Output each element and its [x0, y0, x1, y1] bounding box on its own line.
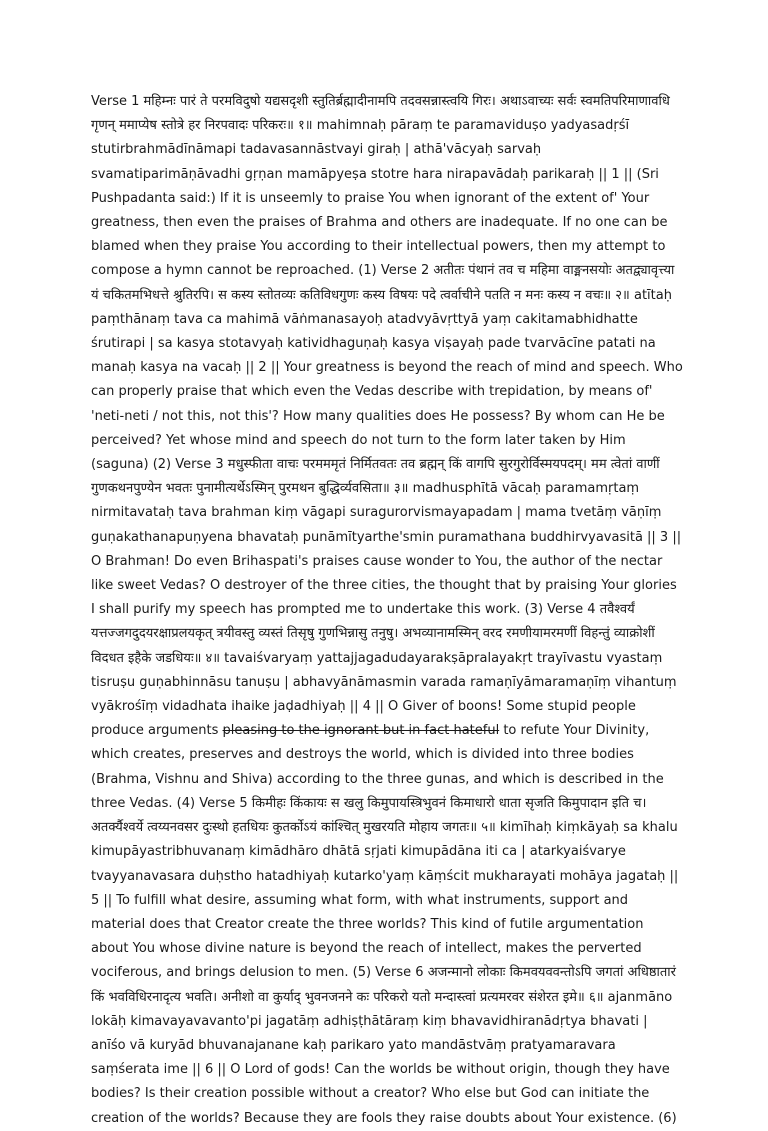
verse-text-body	[91, 90, 683, 1131]
struck-through-text: pleasing to the ignorant but in fact hateful	[222, 723, 500, 739]
verse-text-part-2: to refute Your Divinity, which creates, preserves and destroys the world, which is divided into three bodies (Brahma, Vishnu and Shiva) according to the three gunas, and which is described in the three Vedas. (4) Verse 5 किमीहः किंकायः स खलु किमुपायस्त्रिभुवनं किमाधारो धाता सृजति किमुपादान इति च। अतर्क्यैश्वर्ये त्वय्यनवसर दुःस्थो हतधियः कुतर्कोऽयं कांश्चित् मुखरयति मोहाय जगतः॥ ५॥ kimīhaḥ kiṃkāyaḥ sa khalu kimupāyastribhuvanaṃ kimādhāro dhātā sṛjati kimupādāna iti ca | atarkyaiśvarye tvayyanavasara duḥstho hatadhiyaḥ kutarko'yaṃ kāṃścit mukharayati mohāya jagataḥ || 5 || To fulfill what desire, assuming what form, with what instruments, support and material does that Creator create the three worlds? This kind of futile argumentation about You whose divine nature is beyond the reach of intellect, makes the perverted vociferous, and brings delusion to men. (5) Verse 6 अजन्मानो लोकाः किमवयववन्तोऽपि जगतां अधिष्ठातारं किं भवविधिरनादृत्य भवति। अनीशो वा कुर्याद् भुवनजनने कः परिकरो यतो मन्दास्त्वां प्रत्यमरवर संशेरत इमे॥ ६॥ ajanmāno lokāḥ kimavayavavanto'pi jagatāṃ adhiṣṭhātāraṃ kiṃ bhavavidhiranādṛtya bhavati | anīśo vā kuryād bhuvanajanane kaḥ parikaro yato mandāstvāṃ pratyamaravara saṃśerata ime || 6 || O Lord of gods! Can the worlds be without origin, though they have bodies? Is their creation possible without a creator? Who else but God can initiate the creation of the worlds? Because they are fools they raise doubts about Your existence. (6)	[91, 723, 679, 1126]
verse-text-part-1: Verse 1 महिम्नः पारं ते परमविदुषो यद्यसदृशी स्तुतिर्ब्रह्मादीनामपि तदवसन्नास्त्वयि गिरः। अथाऽवाच्यः सर्वः स्वमतिपरिमाणावधि गृणन् ममाप्येष स्तोत्रे हर निरपवादः परिकरः॥ १॥ mahimnaḥ pāraṃ te paramaviduṣo yadyasadṛśī stutirbrahmādīnāmapi tadavasannāstvayi giraḥ | athā'vācyaḥ sarvaḥ svamatiparimāṇāvadhi gṛṇan mamāpyeṣa stotre hara nirapavādaḥ parikaraḥ || 1 || (Sri Pushpadanta said:) If it is unseemly to praise You when ignorant of the extent of' Your greatness, then even the praises of Brahma and others are inadequate. If no one can be blamed when they praise You according to their intellectual powers, then my attempt to compose a hymn cannot be reproached. (1) Verse 2 अतीतः पंथानं तव च महिमा वाङ्मनसयोः अतद्व्यावृत्त्या यं चकितमभिधत्ते श्रुतिरपि। स कस्य स्तोतव्यः कतिविधगुणः कस्य विषयः पदे त्वर्वाचीने पतति न मनः कस्य न वचः॥ २॥ atītaḥ paṃthānaṃ tava ca mahimā vāṅmanasayoḥ atadvyāvṛttyā yaṃ cakitamabhidhatte śrutirapi | sa kasya stotavyaḥ katividhaguṇaḥ kasya viṣayaḥ pade tvarvācīne patati na manaḥ kasya na vacaḥ || 2 || Your greatness is beyond the reach of mind and speech. Who can properly praise that which even the Vedas describe with trepidation, by means of' 'neti-neti / not this, not this'? How many qualities does He possess? By whom can He be perceived? Yet whose mind and speech do not turn to the form later taken by Him (saguna) (2) Verse 3 मधुस्फीता वाचः परमममृतं निर्मितवतः तव ब्रह्मन् किं वागपि सुरगुरोर्विस्मयपदम्। मम त्वेतां वाणीं गुणकथनपुण्येन भवतः पुनामीत्यर्थेऽस्मिन् पुरमथन बुद्धिर्व्यवसिता॥ ३॥ madhusphītā vācaḥ paramamṛtaṃ nirmitavataḥ tava brahman kiṃ vāgapi suragurorvismayapadam | mama tvetāṃ vāṇīṃ guṇakathanapuṇyena bhavataḥ punāmītyarthe'smin puramathana buddhirvyavasitā || 3 || O Brahman! Do even Brihaspati's praises cause wonder to You, the author of the nectar like sweet Vedas? O destroyer of the three cities, the thought that by praising Your glories I shall purify my speech has prompted me to undertake this work. (3) Verse 4 तवैश्वर्यं यत्तज्जगदुदयरक्षाप्रलयकृत् त्रयीवस्तु व्यस्तं तिसृषु गुणभिन्नासु तनुषु। अभव्यानामस्मिन् वरद रमणीयामरमणीं विहन्तुं व्याक्रोशीं विदधत इहैके जडधियः॥ ४॥ tavaiśvaryaṃ yattajjagadudayarakṣāpralayakṛt trayīvastu vyastaṃ tisruṣu guṇabhinnāsu tanuṣu | abhavyānāmasmin varada ramaṇīyāmaramaṇīṃ vihantuṃ vyākrośīṃ vidadhata ihaike jaḍadhiyaḥ || 4 || O Giver of boons! Some stupid people produce arguments	[91, 94, 683, 739]
